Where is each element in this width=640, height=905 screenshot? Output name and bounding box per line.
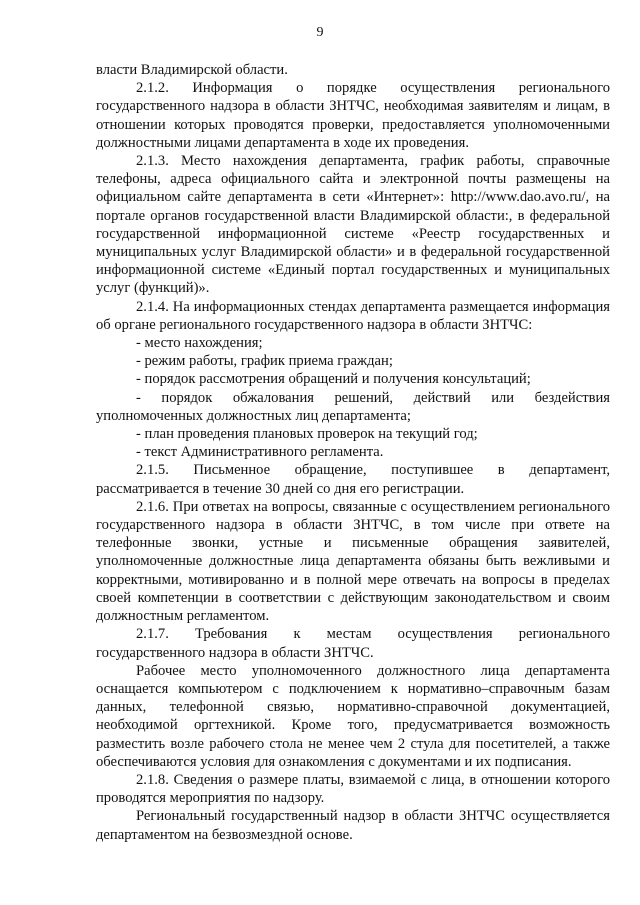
paragraph-2-1-7: 2.1.7. Требования к местам осуществления регионального государственного надзора в области ЗНТЧС. — [96, 626, 610, 661]
paragraph-2-1-4: 2.1.4. На информационных стендах департамента размещается информация об органе регионального государственного надзора в области ЗНТЧС: — [96, 298, 610, 333]
list-item: - порядок рассмотрения обращений и получения консультаций; — [136, 371, 531, 388]
page-number: 9 — [316, 25, 324, 40]
paragraph-continuation: власти Владимирской области. — [96, 62, 288, 78]
document-body — [96, 61, 610, 844]
paragraph-2-1-8: 2.1.8. Сведения о размере платы, взимаемой с лица, в отношении которого проводятся мероприятия по надзору. — [96, 771, 610, 807]
list-item: - режим работы, график приема граждан; — [136, 353, 393, 370]
paragraph-workplace: Рабочее место уполномоченного должностного лица департамента оснащается компьютером с подключением к нормативно–справочным базам данных, телефонной связью, нормативно-справочной документацией, необходимой оргтехникой. Кроме того, предусматривается возможность разместить возле рабочего стола не менее чем 2 стула для посетителей, а также обеспечиваются условия для ознакомления с документами и их подписания. — [96, 662, 610, 770]
paragraph-2-1-3: 2.1.3. Место нахождения департамента, график работы, справочные телефоны, адреса официального сайта и электронной почты размещены на официальном сайте департамента в сети «Интернет»: http://www.dao.avo.ru/, на портале органов государственной власти Владимирской области:, в федеральной государственной информационной системе «Реестр государственных и муниципальных услуг Владимирской области» и в федеральной государственной информационной системе «Единый портал государственных и муниципальных услуг (функций)». — [96, 153, 610, 297]
paragraph-2-1-6: 2.1.6. При ответах на вопросы, связанные с осуществлением регионального государственного надзора в области ЗНТЧС, в том числе при ответе на телефонные звонки, устные и письменные обращения заявителей, уполномоченные должностные лица департамента обязаны быть вежливыми и корректными, мотивированно и в полной мере отвечать на вопросы в пределах своей компетенции в соответствии с действующим законодательством и своим должностным регламентом. — [96, 498, 610, 625]
paragraph-2-1-5: 2.1.5. Письменное обращение, поступившее в департамент, рассматривается в течение 30 дней со дня его регистрации. — [96, 462, 610, 497]
list-item: - порядок обжалования решений, действий или бездействия уполномоченных должностных лиц департамента; — [96, 389, 610, 424]
paragraph-2-1-2: 2.1.2. Информация о порядке осуществления регионального государственного надзора в области ЗНТЧС, необходимая заявителям и лицам, в отношении которых проводятся проверки, предоставляется уполномоченными должностными лицами департамента в ходе их проведения. — [96, 80, 610, 151]
paragraph-free-of-charge: Региональный государственный надзор в области ЗНТЧС осуществляется департаментом на безвозмездной основе. — [96, 808, 610, 843]
list-item: - место нахождения; — [136, 335, 263, 352]
list-item: - план проведения плановых проверок на текущий год; — [136, 426, 478, 443]
list-item: - текст Административного регламента. — [136, 444, 384, 461]
